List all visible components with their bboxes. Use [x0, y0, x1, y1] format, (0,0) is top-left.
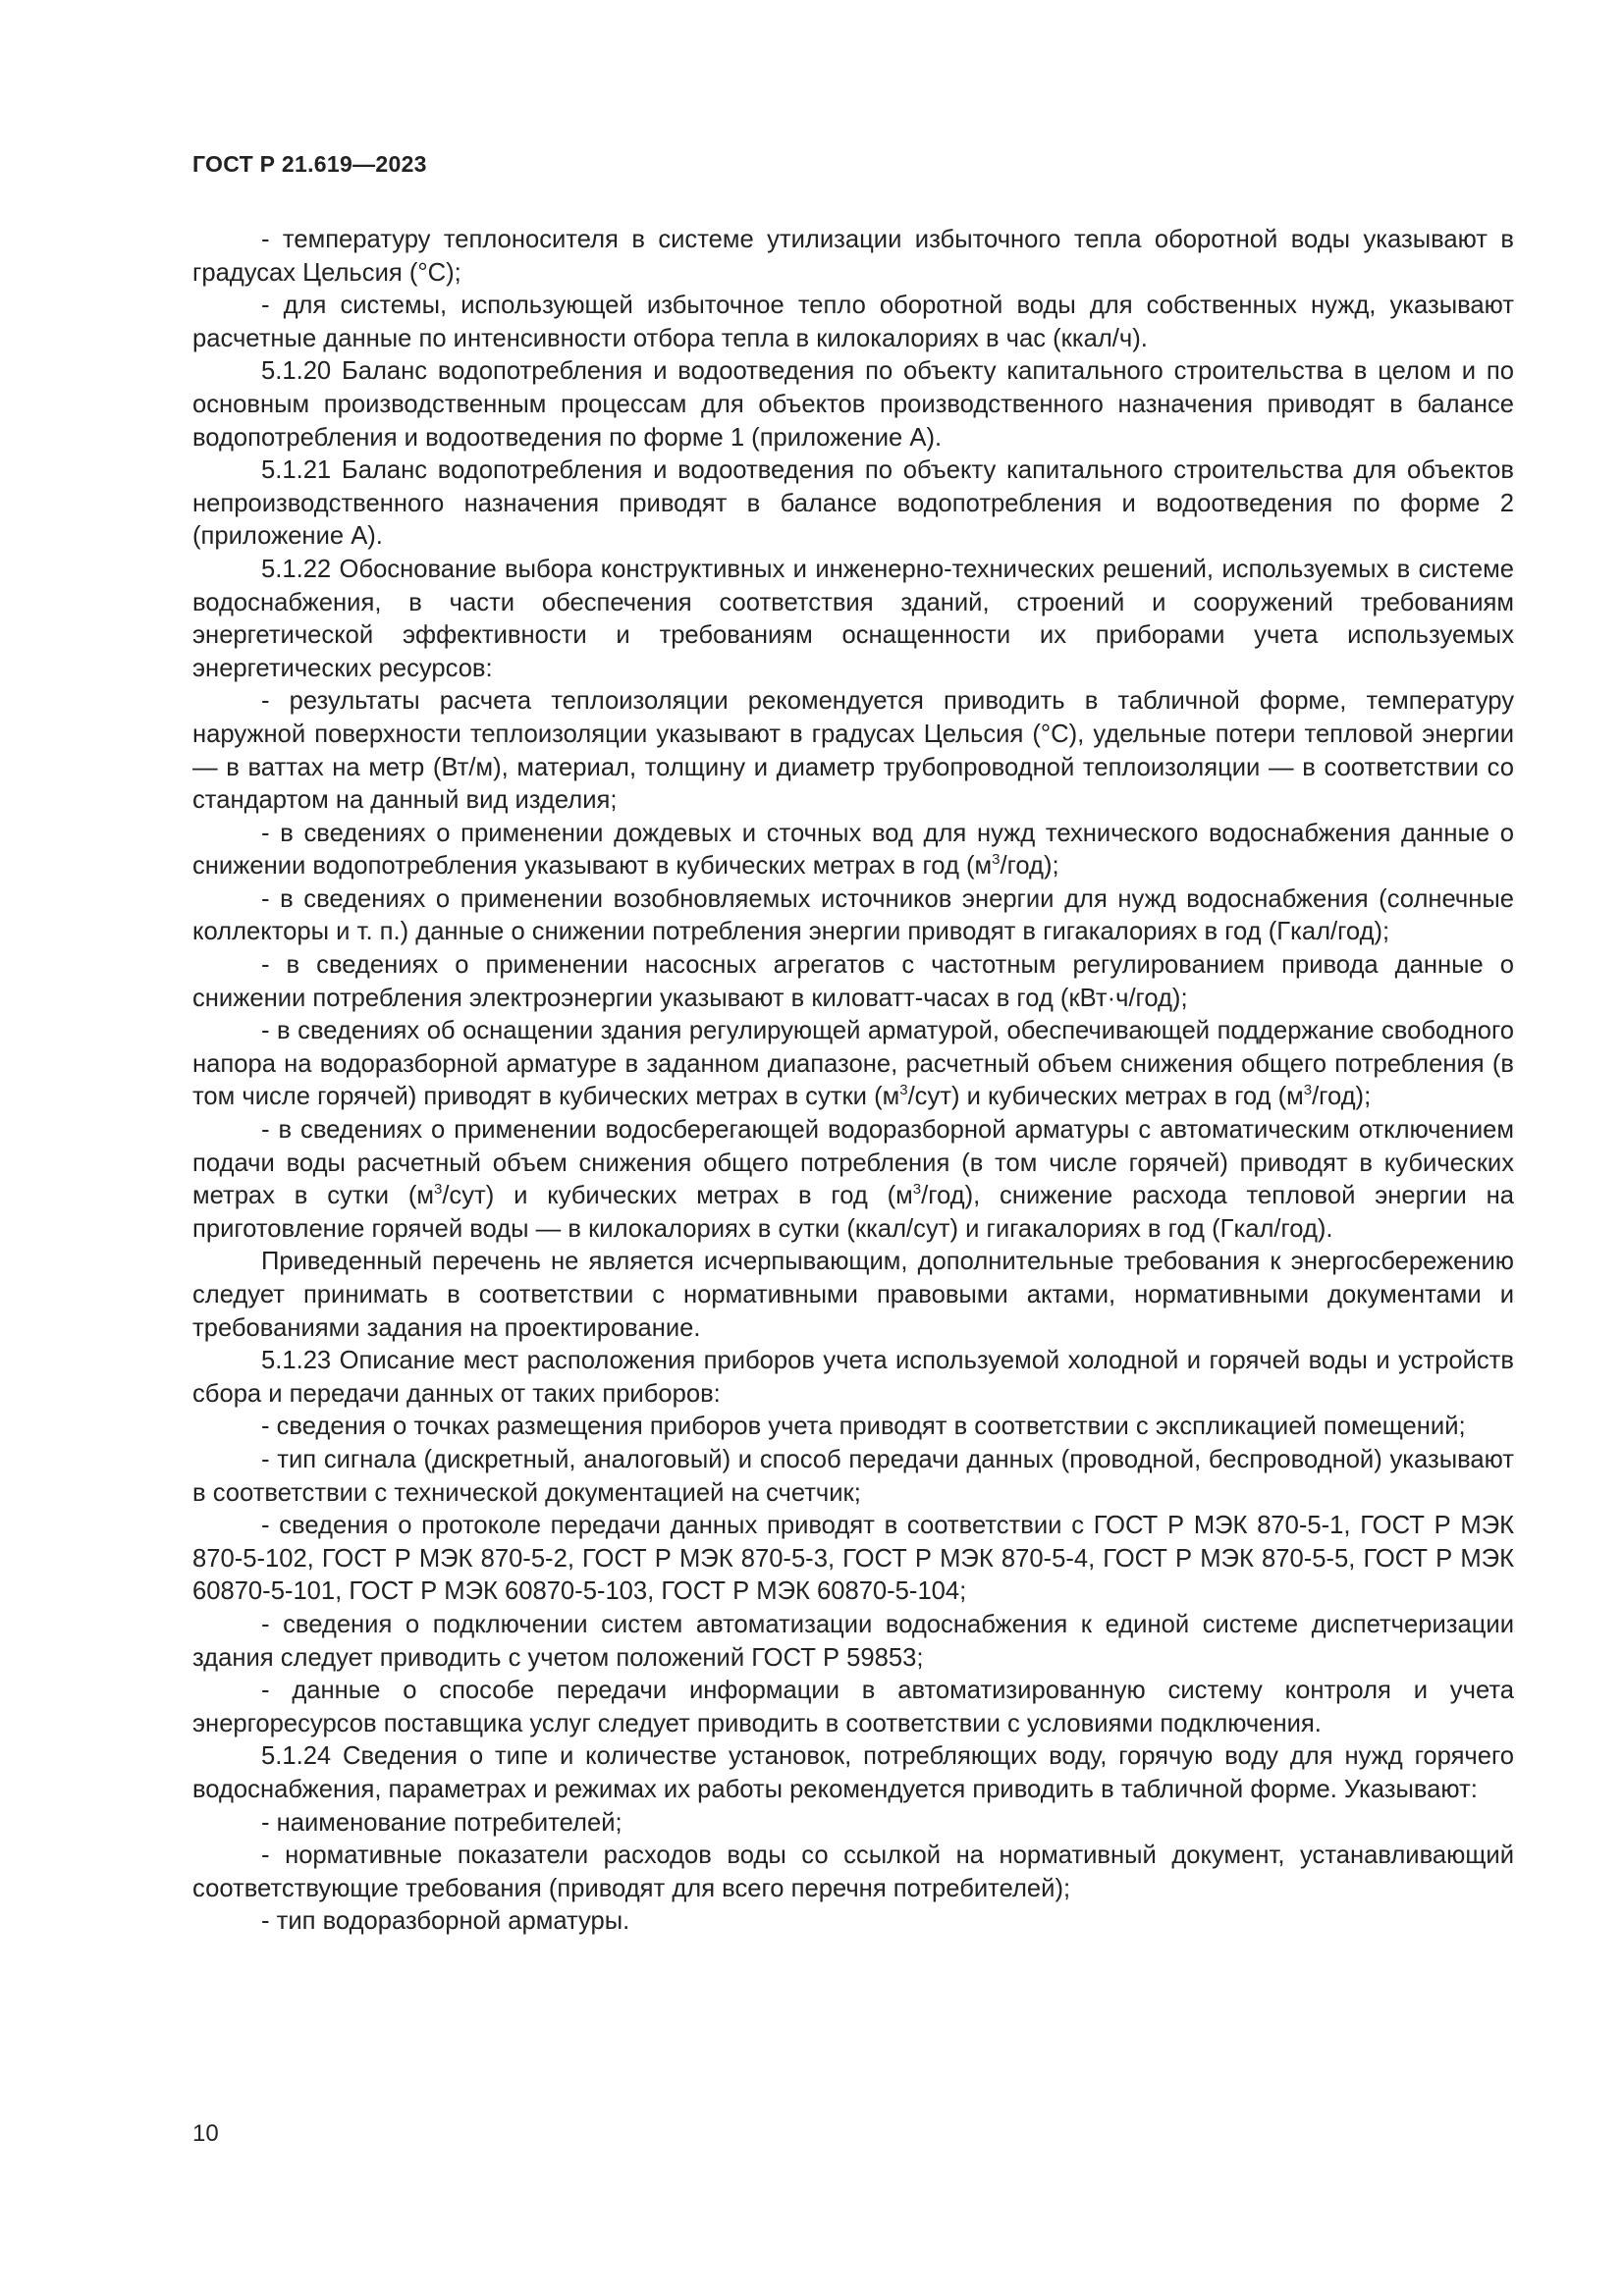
paragraph: - данные о способе передачи информации в автоматизированную систему контроля и учета энергоресурсов поставщика услуг следует приводить в соответствии с условиями подключения. — [192, 1677, 1514, 1737]
paragraph: 5.1.20 Баланс водопотребления и водоотведения по объекту капитального строительства в целом и по основным производственным процессам для объектов производственного назначения приводят в балансе водопотребления и водоотведения по форме 1 (приложение А). — [192, 357, 1514, 452]
paragraph: - тип сигнала (дискретный, аналоговый) и способ передачи данных (проводной, беспроводной) указывают в соответствии с технической документацией на счетчик; — [192, 1445, 1514, 1507]
document-body — [192, 224, 1514, 1939]
paragraph: - температуру теплоносителя в системе утилизации избыточного тепла оборотной воды указывают в градусах Цельсия (°С); — [192, 226, 1514, 287]
paragraph: - сведения о точках размещения приборов учета приводят в соответствии с экспликацией помещений; — [261, 1413, 1466, 1441]
paragraph: 5.1.24 Сведения о типе и количестве установок, потребляющих воду, горячую воду для нужд горячего водоснабжения, параметрах и режимах их работы рекомендуется приводить в табличной форме. Указывают: — [192, 1742, 1514, 1803]
paragraph: - в сведениях о применении насосных агрегатов с частотным регулированием привода данные о снижении потребления электроэнергии указывают в киловатт-часах в год (кВт·ч/год); — [192, 951, 1514, 1012]
paragraph: - в сведениях о применении дождевых и сточных вод для нужд технического водоснабжения данные о снижении водопотребления указывают в кубических метрах в год $(м^3/год)$; — [192, 819, 1514, 881]
paragraph: 5.1.23 Описание мест расположения приборов учета используемой холодной и горячей воды и устройств сбора и передачи данных от таких приборов: — [192, 1347, 1514, 1408]
paragraph: - сведения о протоколе передачи данных приводят в соответствии с ГОСТ Р МЭК 870-5-1, ГОСТ Р МЭК 870-5-102, ГОСТ Р МЭК 870-5-2, ГОСТ Р МЭК 870-5-3, ГОСТ Р МЭК 870-5-4, ГОСТ Р МЭК 870-5-5, ГОСТ Р МЭК 60870-5-101, ГОСТ Р МЭК 60870-5-103, ГОСТ Р МЭК 60870-5-104; — [192, 1512, 1514, 1606]
paragraph: - в сведениях об оснащении здания регулирующей арматурой, обеспечивающей поддержание свободного напора на водоразборной арматуре в заданном диапазоне, расчетный объем снижения общего потребления (в том числе горячей) приводят в кубических метрах в сутки $(м^3/сут)$ и кубических метрах в год $(м^3/год)$; — [192, 1017, 1514, 1111]
paragraph: - нормативные показатели расходов воды со ссылкой на нормативный документ, устанавливающий соответствующие требования (приводят для всего перечня потребителей); — [192, 1842, 1514, 1902]
paragraph: - сведения о подключении систем автоматизации водоснабжения к единой системе диспетчеризации здания следует приводить с учетом положений ГОСТ Р 59853; — [192, 1610, 1514, 1672]
paragraph: - результаты расчета теплоизоляции рекомендуется приводить в табличной форме, температуру наружной поверхности теплоизоляции указывают в градусах Цельсия (°С), удельные потери тепловой энергии — в ваттах на метр (Вт/м), материал, толщину и диаметр трубопроводной теплоизоляции — в соответствии со стандартом на данный вид изделия; — [192, 687, 1514, 815]
paragraph: - тип водоразборной арматуры. — [261, 1907, 630, 1936]
paragraph: - наименование потребителей; — [261, 1808, 623, 1837]
paragraph: Приведенный перечень не является исчерпывающим, дополнительные требования к энергосбережению следует принимать в соответствии с нормативными правовыми актами, нормативными документами и требованиями задания на проектирование. — [192, 1248, 1514, 1342]
paragraph: - в сведениях о применении возобновляемых источников энергии для нужд водоснабжения (солнечные коллекторы и т. п.) данные о снижении потребления энергии приводят в гигакалориях в год (Гкал/год); — [192, 884, 1514, 946]
paragraph: 5.1.22 Обоснование выбора конструктивных и инженерно-технических решений, используемых в системе водоснабжения, в части обеспечения соответствия зданий, строений и сооружений требованиям энергетической эффективности и требованиям оснащенности их приборами учета используемых энергетических ресурсов: — [192, 555, 1514, 682]
page-number: 10 — [192, 2120, 219, 2147]
document-header: ГОСТ Р 21.619—2023 — [192, 151, 427, 177]
paragraph: 5.1.21 Баланс водопотребления и водоотведения по объекту капитального строительства для объектов непроизводственного назначения приводят в балансе водопотребления и водоотведения по форме 2 (приложение А). — [192, 456, 1514, 551]
paragraph: - в сведениях о применении водосберегающей водоразборной арматуры с автоматическим отключением подачи воды расчетный объем снижения общего потребления (в том числе горячей) приводят в кубических метрах в сутки $(м^3/сут)$ и кубических метрах в год $(м^3/год)$, снижение расхода тепловой энергии на приготовление горячей воды — в килокалориях в сутки (ккал/сут) и гигакалориях в год (Гкал/год). — [192, 1116, 1514, 1243]
paragraph: - для системы, использующей избыточное тепло оборотной воды для собственных нужд, указывают расчетные данные по интенсивности отбора тепла в килокалориях в час (ккал/ч). — [192, 292, 1514, 352]
